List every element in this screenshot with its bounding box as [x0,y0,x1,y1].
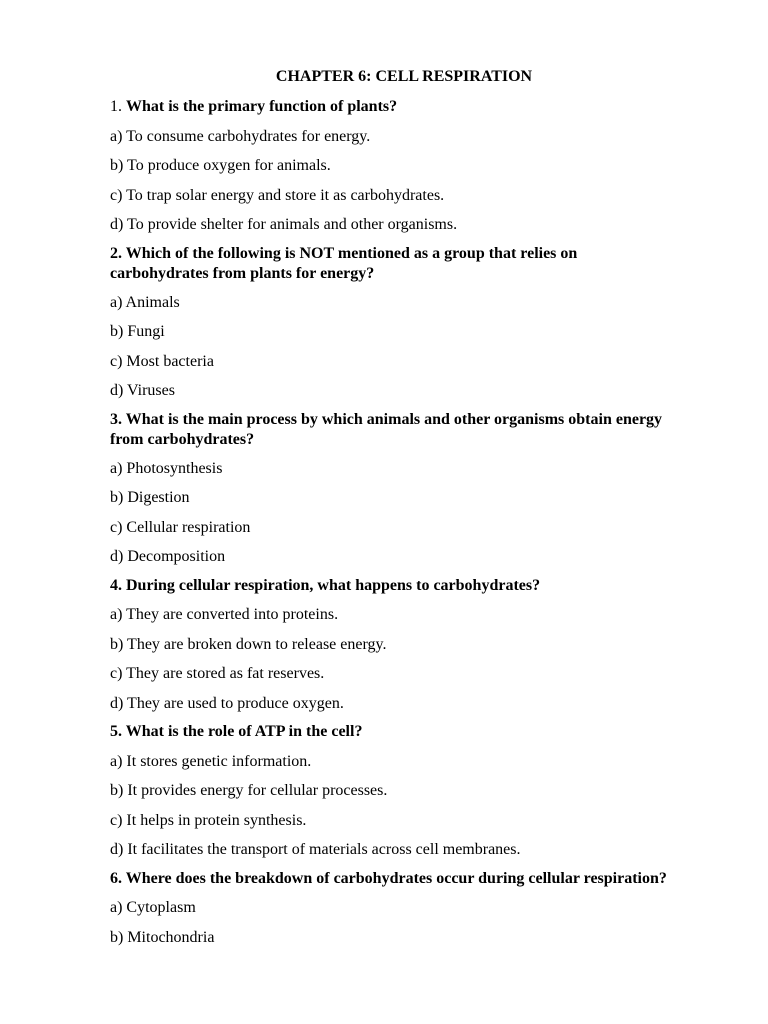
answer-option: b) It provides energy for cellular processes. [110,782,388,799]
answer-option: b) To produce oxygen for animals. [110,157,331,174]
answer-option: a) Photosynthesis [110,460,223,477]
answer-option: a) They are converted into proteins. [110,606,339,623]
question-number: 1. [110,98,122,115]
question-1 [110,97,700,117]
answer-option: d) It facilitates the transport of materials across cell membranes. [110,841,521,858]
chapter-title: CHAPTER 6: CELL RESPIRATION [275,68,533,85]
answer-option: d) To provide shelter for animals and other organisms. [110,216,458,233]
question-2-line-1: 2. Which of the following is NOT mentioned as a group that relies on [110,245,578,262]
question-3-line-2: from carbohydrates? [110,431,255,448]
answer-option: b) They are broken down to release energy. [110,636,387,653]
answer-option: d) Viruses [110,382,175,399]
question-5: 5. What is the role of ATP in the cell? [110,723,363,740]
answer-option: c) They are stored as fat reserves. [110,665,325,682]
answer-option: c) Cellular respiration [110,519,251,536]
question-3-line-1: 3. What is the main process by which animals and other organisms obtain energy [110,411,663,428]
question-2-line-2: carbohydrates from plants for energy? [110,265,375,282]
answer-option: a) To consume carbohydrates for energy. [110,128,371,145]
answer-option: b) Fungi [110,323,165,340]
question-6: 6. Where does the breakdown of carbohydrates occur during cellular respiration? [110,870,667,887]
answer-option: a) Cytoplasm [110,899,196,916]
answer-option: a) It stores genetic information. [110,753,312,770]
answer-option: c) To trap solar energy and store it as carbohydrates. [110,187,445,204]
answer-option: b) Mitochondria [110,929,215,946]
question-4: 4. During cellular respiration, what happens to carbohydrates? [110,577,541,594]
answer-option: d) Decomposition [110,548,226,565]
answer-option: a) Animals [110,294,180,311]
answer-option: c) It helps in protein synthesis. [110,812,307,829]
answer-option: d) They are used to produce oxygen. [110,695,344,712]
answer-option: c) Most bacteria [110,353,214,370]
answer-option: b) Digestion [110,489,190,506]
question-text: What is the primary function of plants? [126,98,398,115]
